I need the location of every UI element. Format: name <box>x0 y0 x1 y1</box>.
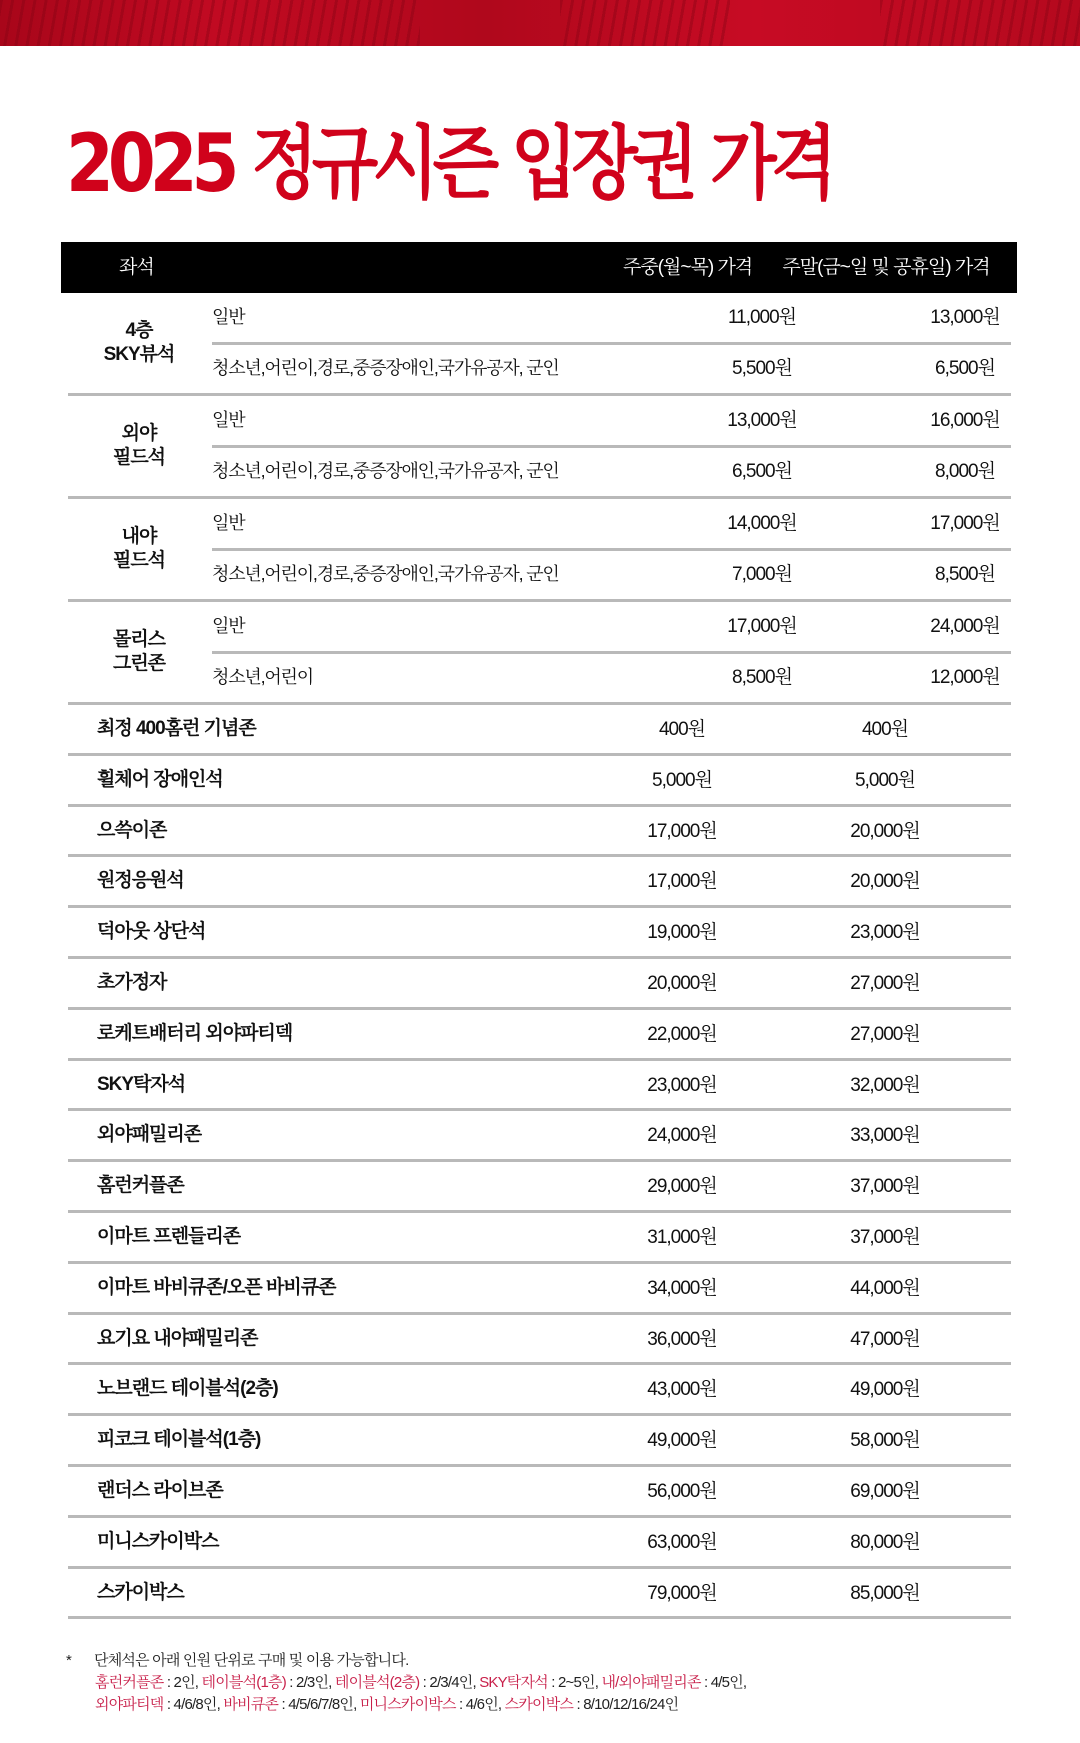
table-row <box>212 344 1011 394</box>
table-row <box>68 1569 1011 1620</box>
note-marker: * <box>66 1652 72 1669</box>
seat-name: 요기요 내야패밀리존 <box>97 1327 258 1349</box>
header-seat: 좌석 <box>119 257 154 278</box>
weekday-price: 49,000원 <box>647 1430 717 1452</box>
table-row <box>212 550 1011 600</box>
note-seat: 미니스카이박스 <box>359 1696 456 1713</box>
group-name-line1: 내야 <box>121 526 157 547</box>
weekend-price: 27,000원 <box>850 1023 920 1045</box>
weekday-price: 36,000원 <box>647 1328 717 1350</box>
note-units: : 4/5/6/7/8인, <box>278 1696 360 1713</box>
note-seat: 내/외야패밀리존 <box>601 1674 701 1691</box>
weekend-price: 6,500원 <box>935 358 995 379</box>
seat-name: 휠체어 장애인석 <box>97 768 223 790</box>
banner-texture <box>560 0 730 46</box>
seat-name: 스카이박스 <box>97 1581 184 1603</box>
ticket-type: 청소년,어린이,경로,중증장애인,국가유공자, 군인 <box>212 358 559 378</box>
note-units: : 4/6/8인, <box>163 1696 224 1713</box>
table-row <box>68 908 1011 959</box>
note-seat: 외야파티덱 <box>95 1696 164 1713</box>
weekday-price: 20,000원 <box>647 972 717 994</box>
note-seat: 스카이박스 <box>504 1696 574 1713</box>
group-name <box>68 293 210 393</box>
weekday-price: 13,000원 <box>727 410 797 431</box>
ticket-type: 일반 <box>212 307 245 327</box>
note-units: : 4/5인, <box>700 1674 747 1691</box>
seat-group <box>68 293 1011 396</box>
weekend-price: 12,000원 <box>930 667 1000 688</box>
header-weekend: 주말(금~일 및 공휴일) 가격 <box>782 257 990 278</box>
seat-name: SKY탁자석 <box>97 1073 186 1095</box>
weekday-price: 5,000원 <box>652 769 712 791</box>
note-seat: 홈런커플존 <box>95 1674 164 1691</box>
seat-name: 노브랜드 테이블석(2층) <box>97 1378 278 1400</box>
weekday-price: 17,000원 <box>647 820 717 842</box>
banner-texture <box>880 0 1080 46</box>
note-seat: 테이블석(2층) <box>334 1674 420 1691</box>
table-row <box>68 959 1011 1010</box>
weekday-price: 6,500원 <box>732 461 792 482</box>
weekend-price: 44,000원 <box>850 1277 920 1299</box>
weekday-price: 79,000원 <box>647 1582 717 1604</box>
seat-name: 피코크 테이블석(1층) <box>97 1429 261 1451</box>
table-row <box>212 447 1011 497</box>
weekend-price: 23,000원 <box>850 922 920 944</box>
weekday-price: 34,000원 <box>647 1277 717 1299</box>
seat-group <box>68 396 1011 499</box>
group-name-line1: 외야 <box>121 423 157 444</box>
seat-name: 으쓱이존 <box>97 819 167 841</box>
banner-texture <box>0 0 420 46</box>
seat-name: 이마트 바비큐존/오픈 바비큐존 <box>97 1276 336 1298</box>
ticket-type: 일반 <box>212 616 245 636</box>
weekday-price: 8,500원 <box>732 667 792 688</box>
weekday-price: 29,000원 <box>647 1176 717 1198</box>
group-name-line2: 필드석 <box>112 550 166 571</box>
ticket-type: 일반 <box>212 410 245 430</box>
seat-group <box>68 499 1011 602</box>
table-row <box>68 1111 1011 1162</box>
weekday-price: 22,000원 <box>647 1023 717 1045</box>
note-line <box>95 1672 746 1694</box>
seat-name: 외야패밀리존 <box>97 1124 202 1146</box>
weekday-price: 5,500원 <box>732 358 792 379</box>
weekday-price: 17,000원 <box>727 616 797 637</box>
seat-name: 원정응원석 <box>97 870 184 892</box>
note-units: : 8/10/12/16/24인 <box>573 1696 679 1713</box>
seat-name: 이마트 프렌들리존 <box>97 1225 241 1247</box>
weekend-price: 85,000원 <box>850 1582 920 1604</box>
note-seat: 테이블석(1층) <box>201 1674 286 1691</box>
table-row <box>212 602 1011 654</box>
seat-name: 랜더스 라이브존 <box>97 1479 223 1501</box>
note-units: : 2인, <box>163 1674 202 1691</box>
weekend-price: 13,000원 <box>930 307 1000 328</box>
weekday-price: 24,000원 <box>647 1125 717 1147</box>
weekend-price: 400원 <box>861 719 909 740</box>
table-row <box>212 499 1011 551</box>
table-row <box>68 1061 1011 1112</box>
ticket-type: 청소년,어린이 <box>212 667 313 687</box>
weekday-price: 14,000원 <box>727 513 797 534</box>
weekend-price: 20,000원 <box>850 820 920 842</box>
table-row <box>68 1010 1011 1061</box>
table-row <box>68 807 1011 858</box>
group-name-line2: 그린존 <box>112 653 166 674</box>
seat-group <box>68 602 1011 705</box>
ticket-type: 청소년,어린이,경로,중증장애인,국가유공자, 군인 <box>212 564 559 584</box>
group-name <box>68 602 210 702</box>
group-name-line1: 4층 <box>125 320 153 341</box>
group-name-line1: 몰리스 <box>112 629 166 650</box>
weekend-price: 49,000원 <box>850 1379 920 1401</box>
table-row <box>68 1467 1011 1518</box>
note-intro: 단체석은 아래 인원 단위로 구매 및 이용 가능합니다. <box>94 1652 409 1669</box>
weekday-price: 11,000원 <box>727 307 797 328</box>
weekend-price: 24,000원 <box>930 616 1000 637</box>
table-header <box>61 242 1017 293</box>
table-row <box>68 857 1011 908</box>
weekday-price: 23,000원 <box>647 1074 717 1096</box>
group-name <box>68 396 210 496</box>
seat-name: 로케트배터리 외야파티덱 <box>97 1022 293 1044</box>
group-name-line2: SKY뷰석 <box>103 344 175 365</box>
weekend-price: 33,000원 <box>850 1125 920 1147</box>
note-seat: SKY탁자석 <box>479 1674 548 1691</box>
table-row <box>68 1264 1011 1315</box>
weekend-price: 20,000원 <box>850 871 920 893</box>
weekend-price: 17,000원 <box>930 513 1000 534</box>
weekday-price: 400원 <box>658 719 706 740</box>
weekend-price: 80,000원 <box>850 1531 920 1553</box>
weekend-price: 47,000원 <box>850 1328 920 1350</box>
top-banner <box>0 0 1080 46</box>
note-line <box>95 1694 678 1716</box>
weekend-price: 8,500원 <box>935 564 995 585</box>
note-units: : 4/6인, <box>455 1696 505 1713</box>
group-name <box>68 499 210 599</box>
ticket-type: 일반 <box>212 513 245 533</box>
table-row <box>68 1315 1011 1366</box>
weekday-price: 17,000원 <box>647 871 717 893</box>
note-units: : 2~5인, <box>547 1674 602 1691</box>
table-row <box>68 1162 1011 1213</box>
table-row <box>68 1365 1011 1416</box>
weekday-price: 56,000원 <box>647 1480 717 1502</box>
weekday-price: 19,000원 <box>647 922 717 944</box>
weekend-price: 16,000원 <box>930 410 1000 431</box>
table-row <box>212 396 1011 448</box>
weekend-price: 5,000원 <box>855 769 915 791</box>
note-units: : 2/3인, <box>285 1674 335 1691</box>
weekday-price: 43,000원 <box>647 1379 717 1401</box>
weekend-price: 27,000원 <box>850 972 920 994</box>
table-row <box>68 1213 1011 1264</box>
price-table <box>61 242 1017 1619</box>
group-name-line2: 필드석 <box>112 447 166 468</box>
seat-name: 초가정자 <box>97 971 167 993</box>
table-row <box>68 1518 1011 1569</box>
seat-name: 미니스카이박스 <box>97 1530 219 1552</box>
weekend-price: 69,000원 <box>850 1480 920 1502</box>
seat-name: 홈런커플존 <box>97 1175 184 1197</box>
weekday-price: 31,000원 <box>647 1226 717 1248</box>
weekday-price: 7,000원 <box>732 564 792 585</box>
page-title: 2025 정규시즌 입장권 가격 <box>66 117 832 210</box>
table-row <box>68 1416 1011 1467</box>
note-units: : 2/3/4인, <box>419 1674 480 1691</box>
table-row <box>68 756 1011 807</box>
weekend-price: 37,000원 <box>850 1226 920 1248</box>
note-seat: 바비큐존 <box>223 1696 279 1713</box>
weekend-price: 8,000원 <box>935 461 995 482</box>
weekend-price: 58,000원 <box>850 1430 920 1452</box>
table-row <box>68 705 1011 756</box>
table-row <box>212 653 1011 703</box>
weekday-price: 63,000원 <box>647 1531 717 1553</box>
ticket-type: 청소년,어린이,경로,중증장애인,국가유공자, 군인 <box>212 461 559 481</box>
seat-name: 덕아웃 상단석 <box>97 921 206 943</box>
header-weekday: 주중(월~목) 가격 <box>623 257 753 278</box>
table-row <box>212 293 1011 345</box>
seat-name: 최정 400홈런 기념존 <box>97 718 256 739</box>
weekend-price: 32,000원 <box>850 1074 920 1096</box>
weekend-price: 37,000원 <box>850 1176 920 1198</box>
